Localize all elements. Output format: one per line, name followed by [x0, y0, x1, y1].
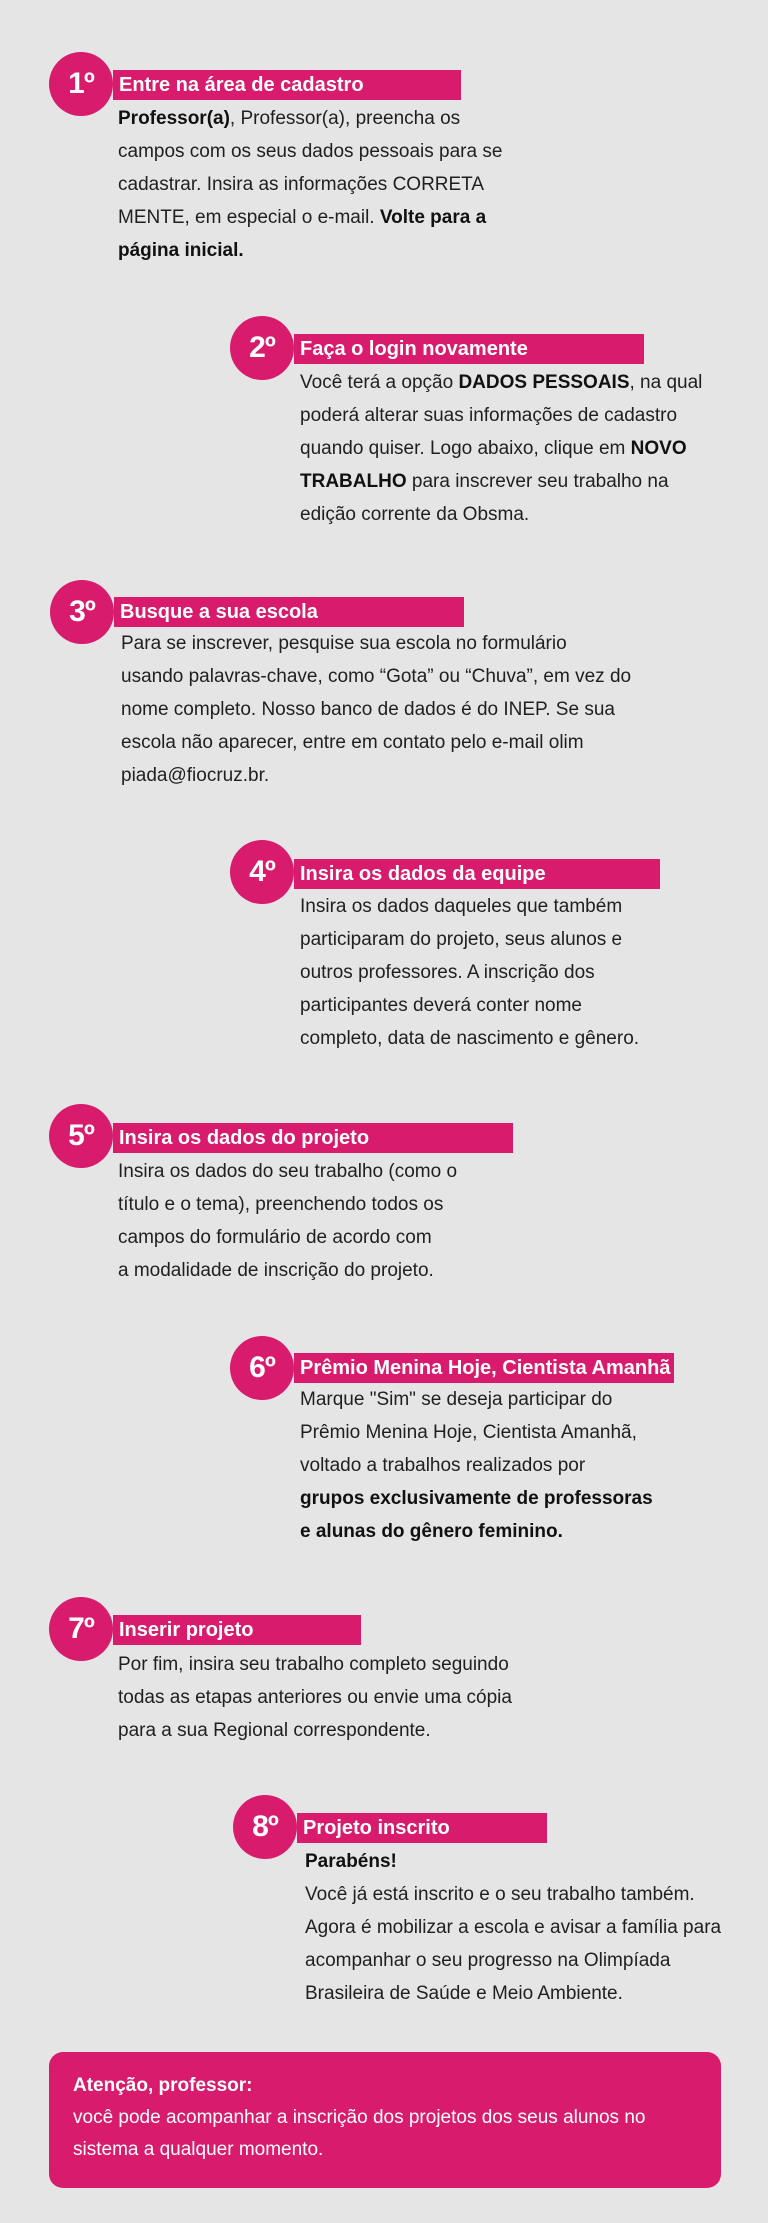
step-3-description: Para se inscrever, pesquise sua escola no formulário usando palavras-chave, como “Gota” ou “Chuva”, em vez do nome completo. Nosso banco de dados é do INEP. Se sua escola não aparecer, entre em contato pelo e-mail olim piada@fiocruz.br.	[121, 633, 632, 786]
step-2-description: Você terá a opção DADOS PESSOAIS, na qual poderá alterar suas informações de cadastro quando quiser. Logo abaixo, clique em NOVO TRABALHO para inscrever seu trabalho na edição corrente da Obsma.	[300, 372, 703, 525]
step-5-number-badge: 5º	[49, 1104, 113, 1168]
step-2-number-badge: 2º	[230, 316, 294, 380]
step-4-description: Insira os dados daqueles que também participaram do projeto, seus alunos e outros professores. A inscrição dos participantes deverá conter nome completo, data de nascimento e gênero.	[300, 896, 640, 1049]
step-6-title: Prêmio Menina Hoje, Cientista Amanhã	[294, 1353, 674, 1383]
attention-notice	[49, 2052, 721, 2188]
step-4-number-badge: 4º	[230, 840, 294, 904]
step-7-number-badge: 7º	[49, 1597, 113, 1661]
step-1-number-badge: 1º	[49, 52, 113, 116]
notice-line-2: sistema a qualquer momento.	[73, 2139, 324, 2160]
step-1-description: Professor(a), Professor(a), preencha os campos com os seus dados pessoais para se cadastrar. Insira as informações CORRETA MENTE, em especial o e-mail. Volte para a página inicial.	[118, 108, 503, 261]
step-3-title: Busque a sua escola	[114, 597, 464, 627]
step-3-number-badge: 3º	[50, 580, 114, 644]
step-2-title: Faça o login novamente	[294, 334, 644, 364]
step-7-title: Inserir projeto	[113, 1615, 361, 1645]
step-8-number-badge: 8º	[233, 1795, 297, 1859]
step-4-title: Insira os dados da equipe	[294, 859, 660, 889]
step-5-title: Insira os dados do projeto	[113, 1123, 513, 1153]
step-8-description: Parabéns! Você já está inscrito e o seu trabalho também. Agora é mobilizar a escola e avisar a família para acompanhar o seu progresso na Olimpíada Brasileira de Saúde e Meio Ambiente.	[305, 1851, 722, 2004]
notice-title: Atenção, professor:	[73, 2075, 253, 2096]
step-1-title: Entre na área de cadastro	[113, 70, 461, 100]
step-6-number-badge: 6º	[230, 1336, 294, 1400]
step-6-description: Marque "Sim" se deseja participar do Prêmio Menina Hoje, Cientista Amanhã, voltado a trabalhos realizados por grupos exclusivamente de professoras e alunas do gênero feminino.	[300, 1389, 653, 1542]
step-8-title: Projeto inscrito	[297, 1813, 547, 1843]
step-5-description: Insira os dados do seu trabalho (como o título e o tema), preenchendo todos os campos do formulário de acordo com a modalidade de inscrição do projeto.	[118, 1161, 458, 1281]
notice-line-1: você pode acompanhar a inscrição dos projetos dos seus alunos no	[73, 2107, 646, 2128]
step-7-description: Por fim, insira seu trabalho completo seguindo todas as etapas anteriores ou envie uma cópia para a sua Regional correspondente.	[118, 1654, 512, 1741]
